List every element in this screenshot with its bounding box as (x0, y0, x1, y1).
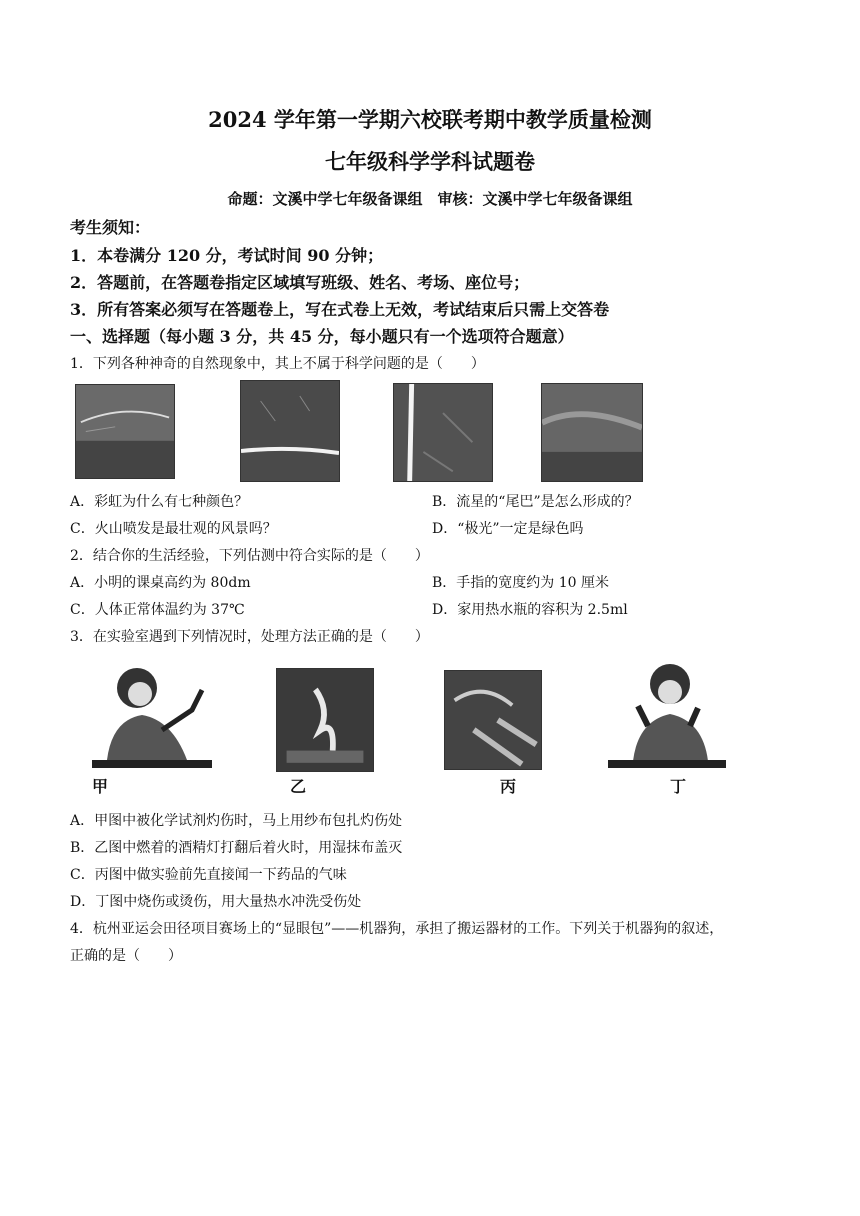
notice-item: 2．答题前，在答题卷指定区域填写班级、姓名、考场、座位号； (70, 273, 530, 292)
figure-label-jia: 甲 (92, 777, 109, 796)
exam-title: 2024 学年第一学期六校联考期中教学质量检测 (208, 107, 652, 132)
figure-label-bing: 丙 (500, 777, 517, 796)
option-a: A．小明的课桌高约为 80dm (70, 575, 251, 591)
volcano-photo (393, 383, 493, 482)
question-stem: 3．在实验室遇到下列情况时，处理方法正确的是（ ） (70, 629, 429, 645)
lab-scene-jia (92, 660, 212, 772)
section-heading: 一、选择题（每小题 3 分，共 45 分，每小题只有一个选项符合题意） (70, 327, 574, 346)
exam-authors: 命题：文溪中学七年级备课组 审核：文溪中学七年级备课组 (227, 190, 633, 208)
notice-heading: 考生须知： (70, 218, 151, 237)
option-d: D．家用热水瓶的容积为 2.5ml (432, 602, 628, 618)
option-b: B．乙图中燃着的酒精灯打翻后着火时，用湿抹布盖灭 (70, 840, 403, 856)
figure-label-ding: 丁 (670, 777, 687, 796)
option-b: B．手指的宽度约为 10 厘米 (432, 575, 610, 591)
option-d: D．“极光”一定是绿色吗 (432, 521, 584, 537)
option-c: C．火山喷发是最壮观的风景吗？ (70, 521, 277, 537)
option-c: C．人体正常体温约为 37℃ (70, 602, 245, 618)
notice-item: 3．所有答案必须写在答题卷上，写在式卷上无效，考试结束后只需上交答卷 (70, 300, 610, 319)
meteor-photo (240, 380, 340, 482)
question-stem: 2．结合你的生活经验，下列估测中符合实际的是（ ） (70, 548, 429, 564)
notice-item: 1．本卷满分 120 分，考试时间 90 分钟； (70, 246, 384, 265)
option-a: A．彩虹为什么有七种颜色？ (70, 494, 249, 510)
option-c: C．丙图中做实验前先直接闻一下药品的气味 (70, 867, 347, 883)
lab-scene-ding (608, 656, 726, 772)
question-stem: 1．下列各种神奇的自然现象中，其上不属于科学问题的是（ ） (70, 356, 485, 372)
rainbow-photo (75, 384, 175, 479)
exam-subtitle: 七年级科学学科试题卷 (325, 149, 535, 174)
lab-scene-bing (444, 670, 542, 770)
option-d: D．丁图中烧伤或烫伤，用大量热水冲洗受伤处 (70, 894, 362, 910)
option-a: A．甲图中被化学试剂灼伤时，马上用纱布包扎灼伤处 (70, 813, 403, 829)
option-b: B．流星的“尾巴”是怎么形成的？ (432, 494, 639, 510)
question-stem-continued: 正确的是（ ） (70, 948, 182, 964)
aurora-photo (541, 383, 643, 482)
question-stem: 4．杭州亚运会田径项目赛场上的“显眼包”——机器狗，承担了搬运器材的工作。下列关于机器狗的叙述， (70, 921, 724, 937)
figure-label-yi: 乙 (290, 777, 307, 796)
lab-scene-yi (276, 668, 374, 772)
